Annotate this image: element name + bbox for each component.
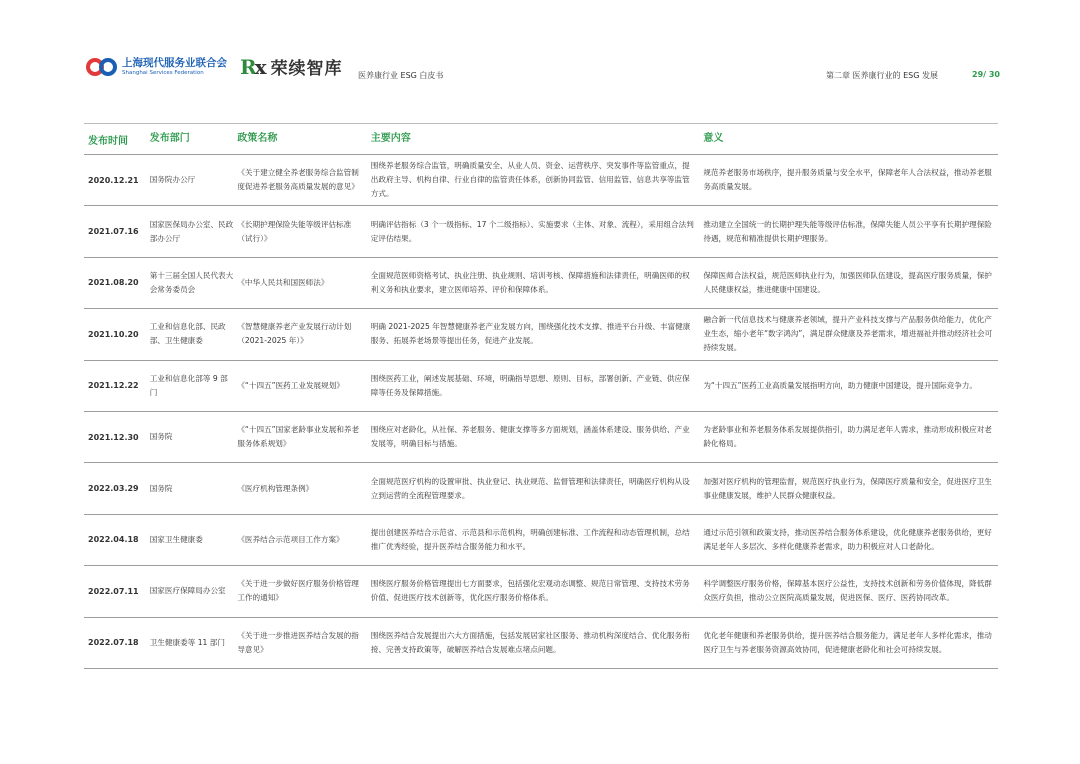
- ssf-logo: [86, 54, 227, 80]
- chapter-title: 第二章 医养康行业的 ESG 发展: [826, 71, 938, 80]
- rx-logo-text: 荣续智库: [270, 59, 343, 79]
- cell-meaning: 科学调整医疗服务价格，保障基本医疗公益性，支持技术创新和劳务价值体现，降低群众医疗负担，推动公立医院高质量发展，促进医保、医疗、医药协同改革。: [703, 579, 992, 603]
- cell-content: 全面规范医师资格考试、执业注册、执业规则、培训考核、保障措施和法律责任，明确医师的权利义务和执业要求，建立医师培养、评价和保障体系。: [370, 270, 690, 294]
- cell-policy-name: 《医养结合示范项目工作方案》: [237, 534, 344, 544]
- table-header: [84, 124, 998, 155]
- cell-date: 2020.12.21: [88, 175, 139, 185]
- cell-policy-name: 《“十四五”医药工业发展规划》: [237, 380, 344, 390]
- ssf-logo-icon: [86, 54, 118, 80]
- table-row: [84, 618, 998, 669]
- cell-meaning: 优化老年健康和养老服务供给，提升医养结合服务能力，满足老年人多样化需求，推动医疗卫生与养老服务资源高效协同，促进健康老龄化和社会可持续发展。: [703, 630, 992, 654]
- cell-content: 围绕医药工业，阐述发展基础、环境，明确指导思想、原则、目标，部署创新、产业链、供应保障等任务及保障措施。: [370, 373, 690, 397]
- cell-date: 2021.12.30: [88, 432, 139, 442]
- table-row: [84, 515, 998, 566]
- cell-meaning: 通过示范引领和政策支持，推动医养结合服务体系建设，优化健康养老服务供给，更好满足老年人多层次、多样化健康养老需求，助力积极应对人口老龄化。: [703, 527, 992, 551]
- cell-policy-name: 《中华人民共和国医师法》: [237, 277, 329, 287]
- cell-date: 2022.04.18: [88, 535, 139, 545]
- cell-content: 明确 2021-2025 年智慧健康养老产业发展方向，围绕强化技术支撑、推进平台升级、丰富健康服务、拓展养老场景等提出任务，促进产业发展。: [370, 322, 691, 346]
- table-row: [84, 412, 998, 463]
- cell-dept: 国务院: [149, 432, 173, 442]
- cell-meaning: 为“十四五”医药工业高质量发展指明方向，助力健康中国建设，提升国际竞争力。: [703, 380, 977, 390]
- cell-policy-name: 《智慧健康养老产业发展行动计划（2021-2025 年）》: [237, 322, 352, 346]
- cell-dept: 国家医保局办公室、民政部办公厅: [149, 219, 234, 243]
- column-header-name: 政策名称: [237, 133, 278, 144]
- page-header: [0, 0, 1080, 100]
- cell-dept: 国务院办公厅: [149, 175, 196, 185]
- page-number: 29/ 30: [972, 70, 1000, 79]
- cell-dept: 工业和信息化部等 9 部门: [149, 373, 228, 397]
- cell-content: 提出创建医养结合示范省、示范县和示范机构，明确创建标准、工作流程和动态管理机制，总结推广优秀经验，提升医养结合服务能力和水平。: [370, 527, 690, 551]
- cell-policy-name: 《医疗机构管理条例》: [237, 483, 314, 493]
- policy-table: [84, 124, 998, 669]
- cell-date: 2021.08.20: [88, 278, 139, 288]
- column-header-meaning: 意义: [703, 133, 724, 144]
- cell-content: 明确评估指标（3 个一级指标、17 个二级指标）、实施要求（主体、对象、流程），采用组合法判定评估结果。: [370, 219, 694, 243]
- cell-meaning: 推动建立全国统一的长期护理失能等级评估标准，保障失能人员公平享有长期护理保险待遇，规范和精准提供长期护理服务。: [703, 219, 992, 243]
- ssf-logo-cn: 上海现代服务业联合会: [122, 57, 227, 69]
- table-row: [84, 566, 998, 617]
- cell-content: 围绕医疗服务价格管理提出七方面要求，包括强化宏观动态调整、规范日常管理、支持技术劳务价值、促进医疗技术创新等，优化医疗服务价格体系。: [370, 579, 690, 603]
- cell-meaning: 规范养老服务市场秩序，提升服务质量与安全水平，保障老年人合法权益，推动养老服务高质量发展。: [703, 168, 992, 192]
- cell-dept: 国务院: [149, 483, 173, 493]
- cell-policy-name: 《关于建立健全养老服务综合监管制度促进养老服务高质量发展的意见》: [237, 168, 359, 192]
- cell-dept: 卫生健康委等 11 部门: [149, 637, 225, 647]
- column-header-content: 主要内容: [370, 133, 411, 144]
- cell-dept: 第十三届全国人民代表大会常务委员会: [149, 270, 234, 294]
- table-row: [84, 361, 998, 412]
- cell-policy-name: 《长期护理保险失能等级评估标准（试行）》: [237, 219, 352, 243]
- table-row: [84, 155, 998, 206]
- cell-policy-name: 《“十四五”国家老龄事业发展和养老服务体系规划》: [237, 425, 360, 449]
- cell-content: 围绕养老服务综合监管，明确质量安全、从业人员、资金、运营秩序、突发事件等监管重点，提出政府主导、机构自律、行业自律的监管责任体系，创新协同监管、信用监管、信息共享等监管方式。: [370, 161, 690, 199]
- column-header-dept: 发布部门: [149, 133, 190, 144]
- cell-dept: 工业和信息化部、民政部、卫生健康委: [149, 322, 226, 346]
- cell-meaning: 加强对医疗机构的管理监督，规范医疗执业行为，保障医疗质量和安全，促进医疗卫生事业健康发展，维护人民群众健康权益。: [703, 476, 992, 500]
- table-row: [84, 463, 998, 514]
- cell-date: 2022.07.18: [88, 638, 139, 648]
- cell-dept: 国家卫生健康委: [149, 534, 203, 544]
- ssf-logo-en: Shanghai Services Federation: [122, 70, 204, 76]
- cell-date: 2022.07.11: [88, 586, 139, 596]
- cell-date: 2022.03.29: [88, 484, 139, 494]
- cell-meaning: 保障医师合法权益，规范医师执业行为，加强医师队伍建设，提高医疗服务质量，保护人民健康权益，推进健康中国建设。: [703, 270, 992, 294]
- document-title: 医养康行业 ESG 白皮书: [358, 71, 444, 80]
- cell-dept: 国家医疗保障局办公室: [149, 586, 226, 596]
- cell-content: 围绕应对老龄化，从社保、养老服务、健康支撑等多方面规划，涵盖体系建设、服务供给、产业发展等，明确目标与措施。: [370, 425, 690, 449]
- table-row: [84, 258, 998, 309]
- table-row: [84, 206, 998, 257]
- cell-content: 围绕医养结合发展提出六大方面措施，包括发展居家社区服务、推动机构深度结合、优化服务衔接、完善支持政策等，破解医养结合发展难点堵点问题。: [370, 630, 690, 654]
- rx-logo-icon: Rx: [240, 54, 265, 79]
- column-header-date: 发布时间: [88, 135, 128, 147]
- cell-meaning: 为老龄事业和养老服务体系发展提供指引，助力满足老年人需求，推动形成积极应对老龄化格局。: [703, 425, 992, 449]
- cell-meaning: 融合新一代信息技术与健康养老领域，提升产业科技支撑与产品服务供给能力，优化产业生态，缩小老年“数字鸿沟”，满足群众健康及养老需求，增进福祉并推动经济社会可持续发展。: [703, 315, 993, 353]
- cell-date: 2021.07.16: [88, 227, 139, 237]
- cell-policy-name: 《关于进一步做好医疗服务价格管理工作的通知》: [237, 579, 359, 603]
- cell-date: 2021.12.22: [88, 381, 139, 391]
- rx-think-tank-logo: [240, 54, 343, 79]
- table-row: [84, 309, 998, 360]
- cell-policy-name: 《关于进一步推进医养结合发展的指导意见》: [237, 630, 359, 654]
- cell-date: 2021.10.20: [88, 329, 139, 339]
- cell-content: 全面规范医疗机构的设置审批、执业登记、执业规范、监督管理和法律责任，明确医疗机构从设立到运营的全流程管理要求。: [370, 476, 690, 500]
